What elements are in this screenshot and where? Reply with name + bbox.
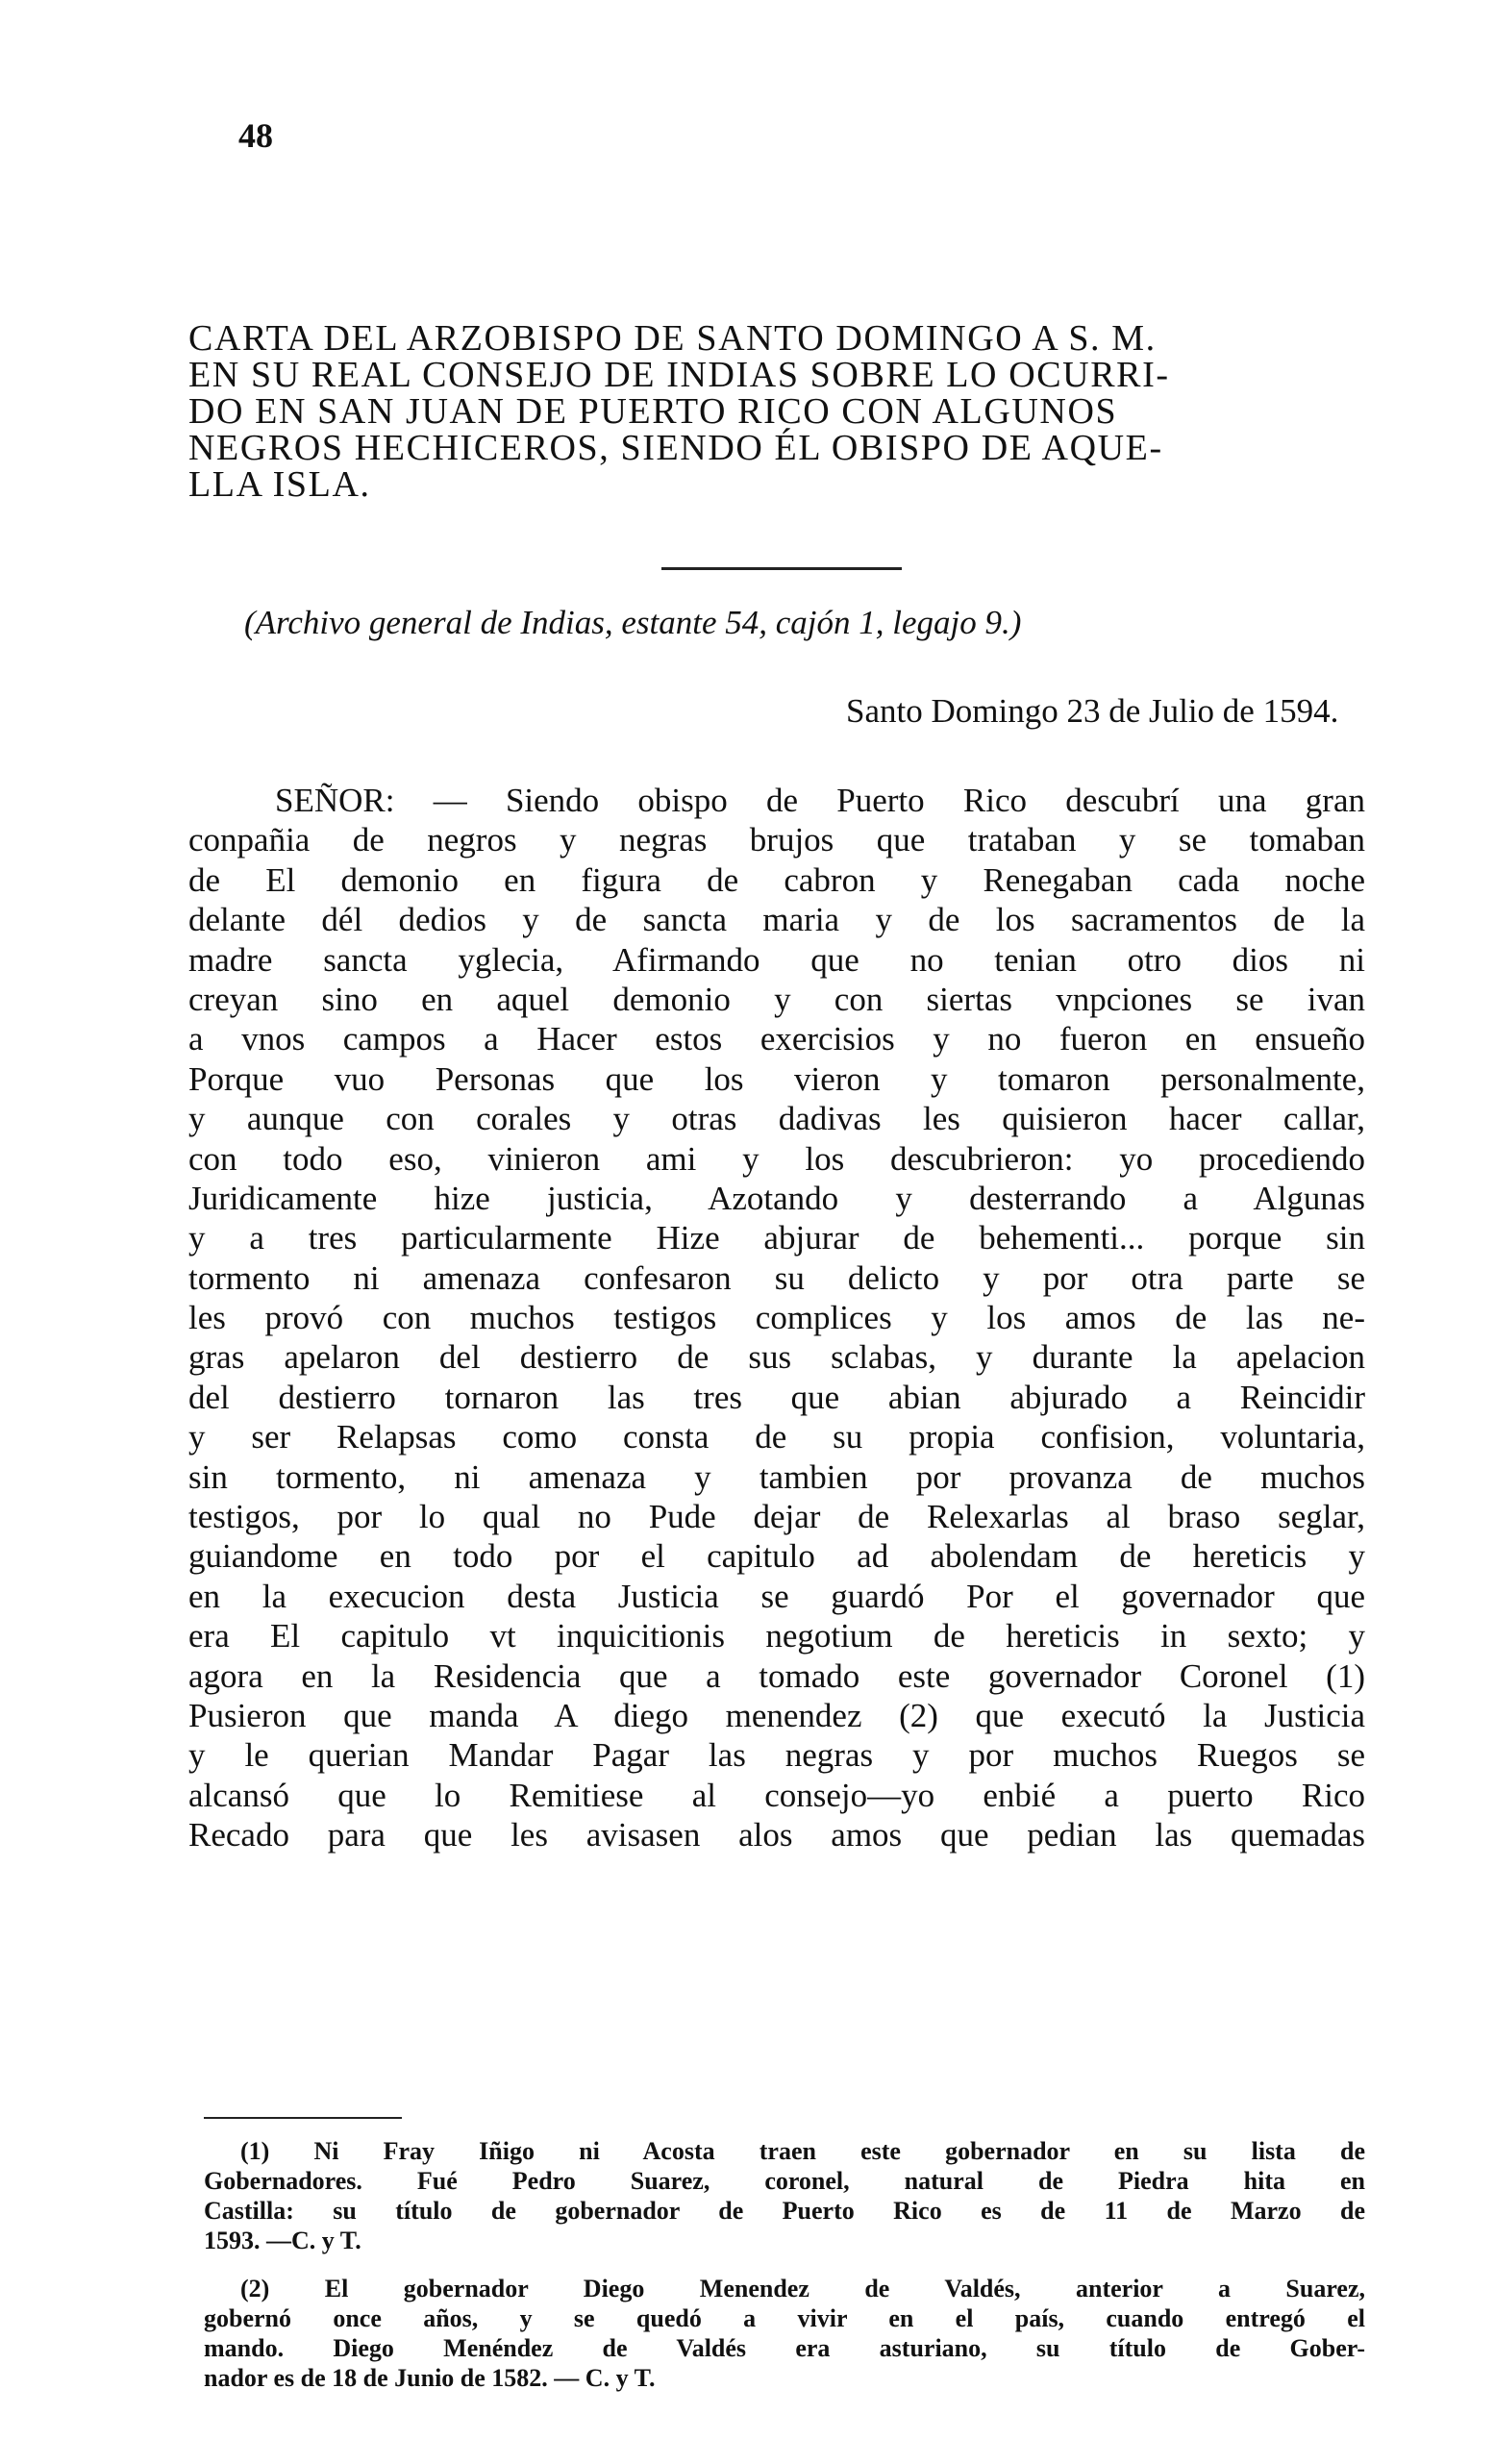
footnote-line: 1593. —C. y T. — [204, 2227, 361, 2254]
body-line: delante dél dedios y de sancta maria y de los sacramentos de la — [188, 901, 1365, 939]
document-title — [188, 320, 1381, 503]
body-line: en la execucion desta Justicia se guardó Por el governador que — [188, 1577, 1365, 1615]
footnote-line: Castilla: su título de gobernador de Puerto Rico es de 11 de Marzo de — [204, 2197, 1365, 2225]
body-line: les provó con muchos testigos complices y los amos de las ne- — [188, 1299, 1365, 1337]
body-line: creyan sino en aquel demonio y con siertas vnpciones se ivan — [188, 980, 1365, 1018]
body-line: madre sancta yglecia, Afirmando que no tenian otro dios ni — [188, 940, 1365, 979]
body-line: Juridicamente hize justicia, Azotando y desterrando a Algunas — [188, 1179, 1365, 1217]
body-line: Porque vuo Personas que los vieron y tomaron personalmente, — [188, 1059, 1365, 1098]
title-line: DO EN SAN JUAN DE PUERTO RICO CON ALGUNOS — [188, 391, 1118, 432]
body-line: sin tormento, ni amenaza y tambien por provanza de muchos — [188, 1457, 1365, 1496]
footnote-line: (1) Ni Fray Iñigo ni Acosta traen este gobernador en su lista de — [240, 2137, 1365, 2165]
title-line: CARTA DEL ARZOBISPO DE SANTO DOMINGO A S. M. — [188, 318, 1157, 359]
body-line: del destierro tornaron las tres que abian abjurado a Reincidir — [188, 1378, 1365, 1416]
title-line: NEGROS HECHICEROS, SIENDO ÉL OBISPO DE AQUE- — [188, 428, 1163, 468]
footnote-line: mando. Diego Menéndez de Valdés era asturiano, su título de Gober- — [204, 2334, 1365, 2362]
body-line: y ser Relapsas como consta de su propia confision, voluntaria, — [188, 1418, 1365, 1456]
footnote-line: nador es de 18 de Junio de 1582. — C. y T. — [204, 2364, 656, 2392]
body-line: Recado para que les avisasen alos amos que pedian las quemadas — [188, 1816, 1365, 1854]
body-line: gras apelaron del destierro de sus sclabas, y durante la apelacion — [188, 1338, 1365, 1377]
body-line: Pusieron que manda A diego menendez (2) que executó la Justicia — [188, 1696, 1365, 1734]
footnote-separator — [204, 2117, 402, 2119]
page-number: 48 — [238, 116, 273, 155]
body-line: guiandome en todo por el capitulo ad abolendam de hereticis y — [188, 1537, 1365, 1576]
body-line: agora en la Residencia que a tomado este governador Coronel (1) — [188, 1656, 1365, 1695]
body-line: con todo eso, vinieron ami y los descubrieron: yo procediendo — [188, 1139, 1365, 1178]
footnote-2 — [204, 2274, 1365, 2393]
body-line: era El capitulo vt inquicitionis negotium de hereticis in sexto; y — [188, 1617, 1365, 1655]
archive-source: (Archivo general de Indias, estante 54, cajón 1, legajo 9.) — [244, 604, 1022, 641]
body-line: SEÑOR: — Siendo obispo de Puerto Rico descubrí una gran — [275, 782, 1365, 819]
title-separator — [661, 567, 902, 570]
body-line: alcansó que lo Remitiese al consejo—yo enbié a puerto Rico — [188, 1776, 1365, 1814]
dateline: Santo Domingo 23 de Julio de 1594. — [846, 692, 1339, 730]
body-line: a vnos campos a Hacer estos exercisios y no fueron en ensueño — [188, 1020, 1365, 1058]
footnotes — [204, 2136, 1365, 2393]
body-line: de El demonio en figura de cabron y Renegaban cada noche — [188, 860, 1365, 899]
body-line: tormento ni amenaza confesaron su delicto y por otra parte se — [188, 1258, 1365, 1297]
body-line: y aunque con corales y otras dadivas les quisieron hacer callar, — [188, 1100, 1365, 1138]
footnote-1 — [204, 2136, 1365, 2255]
body-line: y a tres particularmente Hize abjurar de behementi... porque sin — [188, 1219, 1365, 1257]
body-line: conpañia de negros y negras brujos que trataban y se tomaban — [188, 821, 1365, 859]
title-line: EN SU REAL CONSEJO DE INDIAS SOBRE LO OCURRI- — [188, 355, 1170, 395]
body-line: testigos, por lo qual no Pude dejar de Relexarlas al braso seglar, — [188, 1498, 1365, 1536]
title-line: LLA ISLA. — [188, 464, 371, 505]
footnote-line: Gobernadores. Fué Pedro Suarez, coronel, natural de Piedra hita en — [204, 2167, 1365, 2195]
footnote-line: gobernó once años, y se quedó a vivir en el país, cuando entregó el — [204, 2304, 1365, 2332]
body-line: y le querian Mandar Pagar las negras y por muchos Ruegos se — [188, 1736, 1365, 1775]
letter-body — [188, 781, 1365, 1855]
footnote-line: (2) El gobernador Diego Menendez de Valdés, anterior a Suarez, — [240, 2275, 1365, 2302]
